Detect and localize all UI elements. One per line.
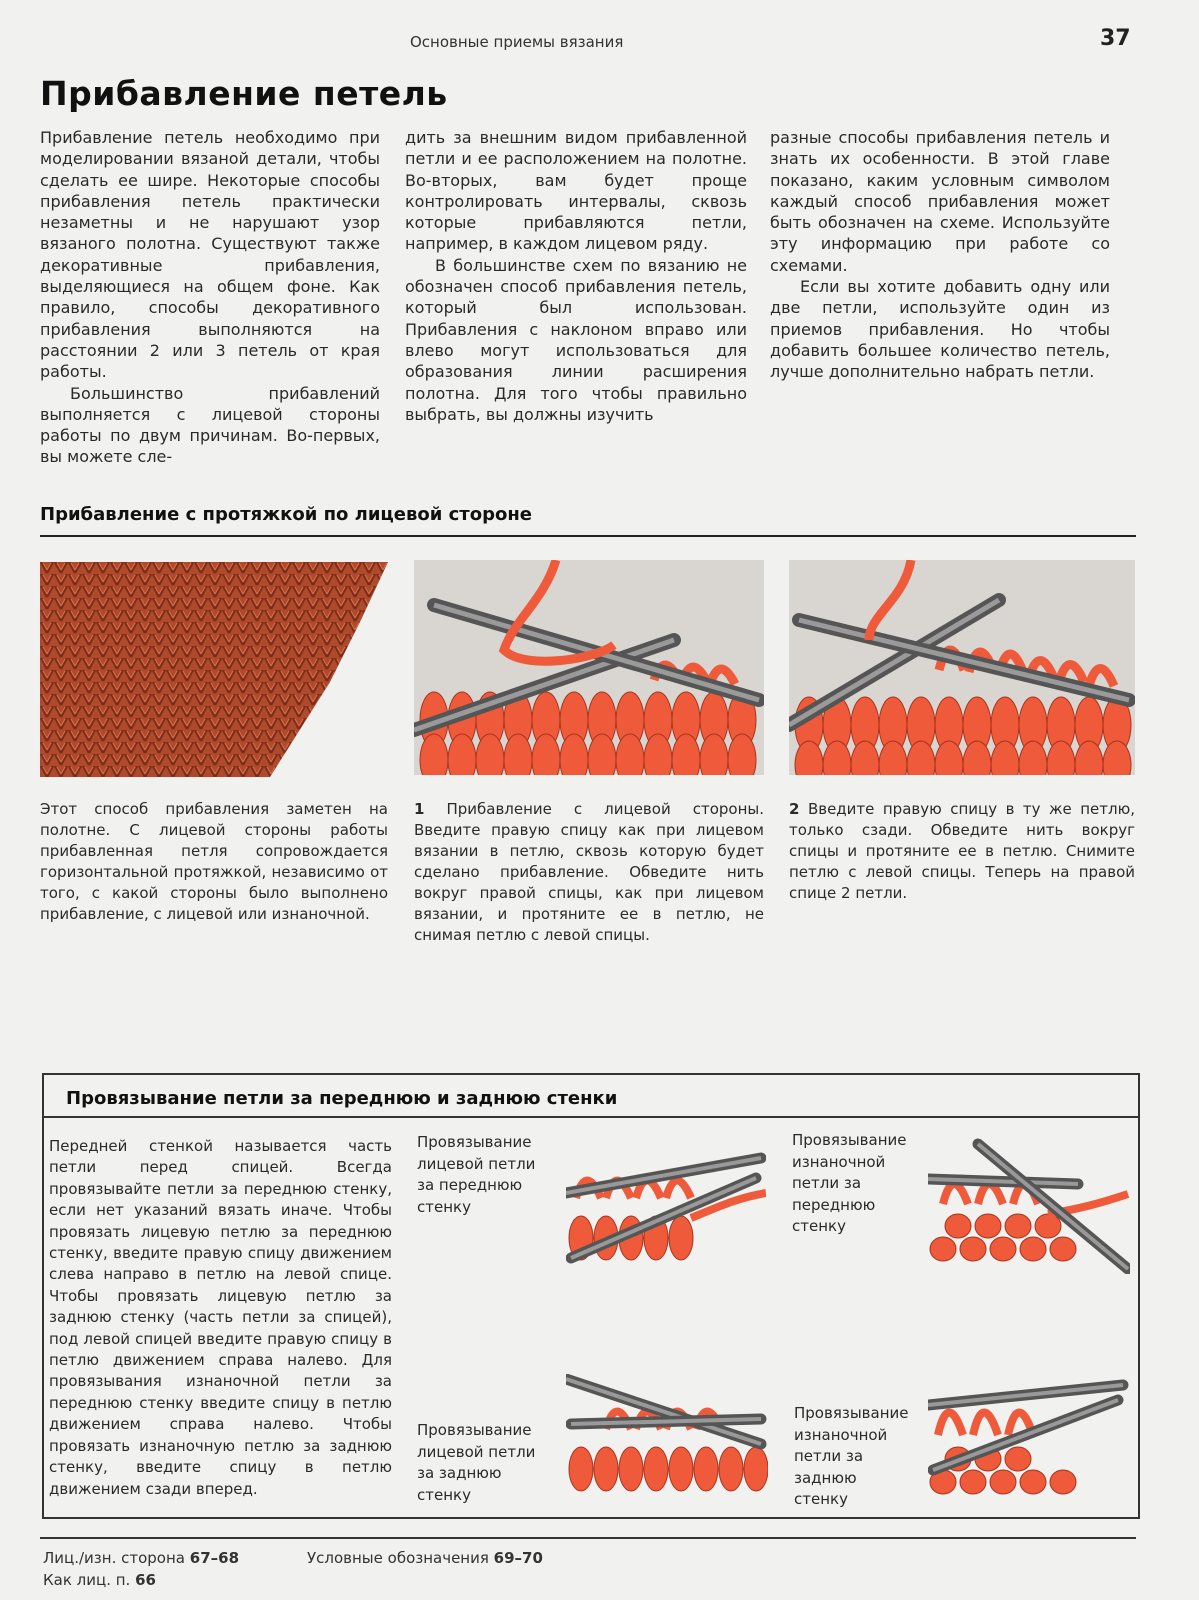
intro-paragraph: дить за внешним видом прибавленной петли и ее расположением на полотне. Во-вторых, вам будет проще контролировать интервалы, сквозь которые прибавляются петли, например, в каждом лицевом ряду. — [405, 128, 747, 254]
info-box-text: Передней стенкой называется часть петли перед спицей. Всегда провязывайте петли за переднюю стенку, если нет указаний вязать иначе. Чтобы провязать лицевую петлю за переднюю стенку, введите правую спицу движением слева направо в петлю на левой спице. Чтобы провязать лицевую петлю за заднюю стенку (часть петли за спицей), под левой спицей введите правую спицу в петлю движением справа налево. Для провязывания изнаночной петли за переднюю стенку введите спицу в петлю движением справа налево. Чтобы провязать изнаночную петлю за заднюю стенку, введите спицу в петлю движением сзади вперед. — [49, 1137, 392, 1498]
purl-front-illustration — [928, 1134, 1130, 1274]
knitted-fabric-illustration — [40, 562, 388, 777]
step2-illustration — [789, 560, 1135, 775]
footer-ref — [43, 1549, 239, 1567]
info-box-divider — [44, 1116, 1138, 1118]
footer-ref-pages: 66 — [135, 1571, 156, 1589]
step2-text: Введите правую спицу в ту же петлю, только сзади. Обведите нить вокруг спицы и протяните ее в петлю. Снимите петлю с левой спицы. Теперь на правой спице 2 петли. — [789, 800, 1135, 902]
info-box-title: Провязывание петли за переднюю и заднюю стенки — [66, 1088, 618, 1109]
page-number: 37 — [1100, 26, 1131, 51]
intro-paragraph: разные способы прибавления петель и знать их особенности. В этой главе показано, каким условным символом каждый способ прибавления может быть обозначен на схеме. Используйте эту информацию при работе со схемами. — [770, 128, 1110, 275]
step2-caption — [789, 799, 1135, 904]
intro-column-1 — [40, 127, 380, 468]
needle-loop-illustration — [928, 1134, 1130, 1274]
knit-back-illustration — [566, 1374, 768, 1504]
intro-column-3 — [770, 127, 1110, 383]
step1-number: 1 — [414, 800, 425, 818]
footer-ref-pages: 69–70 — [493, 1549, 543, 1567]
footer-ref-text: Как лиц. п. — [43, 1571, 131, 1589]
footer-divider — [40, 1537, 1136, 1539]
knitting-needles-illustration — [789, 560, 1135, 775]
step1-illustration — [414, 560, 764, 775]
label-purl-back: Провязывание изнаночной петли за заднюю стенку — [794, 1404, 909, 1508]
footer-ref — [307, 1549, 543, 1567]
footer-ref-pages: 67–68 — [189, 1549, 240, 1567]
intro-paragraph: Если вы хотите добавить одну или две петли, используйте один из приемов прибавления. Но чтобы добавить большее количество петель, лучше дополнительно набрать петли. — [770, 277, 1110, 382]
step1-text: Прибавление с лицевой стороны. Введите правую спицу как при лицевом вязании в петлю, сквозь которую будет сделано прибавление. Обведите нить вокруг правой спицы, как при лицевом вязании, и протяните ее в петлю, не снимая петлю с левой спицы. — [414, 800, 764, 944]
section-divider — [40, 535, 1136, 537]
knitted-fabric-photo — [40, 562, 388, 777]
needle-loop-illustration — [928, 1370, 1130, 1505]
intro-paragraph: Большинство прибавлений выполняется с лицевой стороны работы по двум причинам. Во-первых, вы можете сле- — [40, 383, 380, 467]
section-title: Прибавление с протяжкой по лицевой стороне — [40, 504, 532, 525]
running-head: Основные приемы вязания — [410, 33, 624, 51]
needle-loop-illustration — [566, 1374, 768, 1504]
intro-paragraph: Прибавление петель необходимо при моделировании вязаной детали, чтобы сделать ее шире. Некоторые способы прибавления петель практически незаметны и не нарушают узор вязаного полотна. Существуют также декоративные прибавления, выделяющиеся на общем фоне. Как правило, способы декоративного прибавления выполняются на расстоянии 2 или 3 петель от края работы. — [40, 128, 380, 382]
needle-loop-illustration — [566, 1138, 766, 1273]
photo-caption: Этот способ прибавления заметен на полотне. С лицевой стороны работы прибавленная петля сопровождается горизонтальной протяжкой, независимо от того, с какой стороны было выполнено прибавление, с лицевой или изнаночной. — [40, 800, 388, 923]
intro-paragraph: В большинстве схем по вязанию не обозначен способ прибавления петель, который был использован. Прибавления с наклоном вправо или влево могут использоваться для образования линии расширения полотна. Для того чтобы правильно выбрать, вы должны изучить — [405, 255, 747, 424]
step1-caption — [414, 799, 764, 946]
footer-ref — [43, 1571, 156, 1589]
label-knit-front: Провязывание лицевой петли за переднюю стенку — [417, 1133, 536, 1216]
knit-front-illustration — [566, 1138, 766, 1273]
purl-back-illustration — [928, 1370, 1130, 1505]
label-purl-front: Провязывание изнаночной петли за переднюю стенку — [792, 1131, 907, 1235]
page-title: Прибавление петель — [40, 74, 448, 113]
intro-column-2 — [405, 127, 747, 425]
label-knit-back: Провязывание лицевой петли за заднюю стенку — [417, 1421, 536, 1504]
step2-number: 2 — [789, 800, 800, 818]
footer-ref-text: Условные обозначения — [307, 1549, 489, 1567]
knitting-needles-illustration — [414, 560, 764, 775]
footer-ref-text: Лиц./изн. сторона — [43, 1549, 185, 1567]
